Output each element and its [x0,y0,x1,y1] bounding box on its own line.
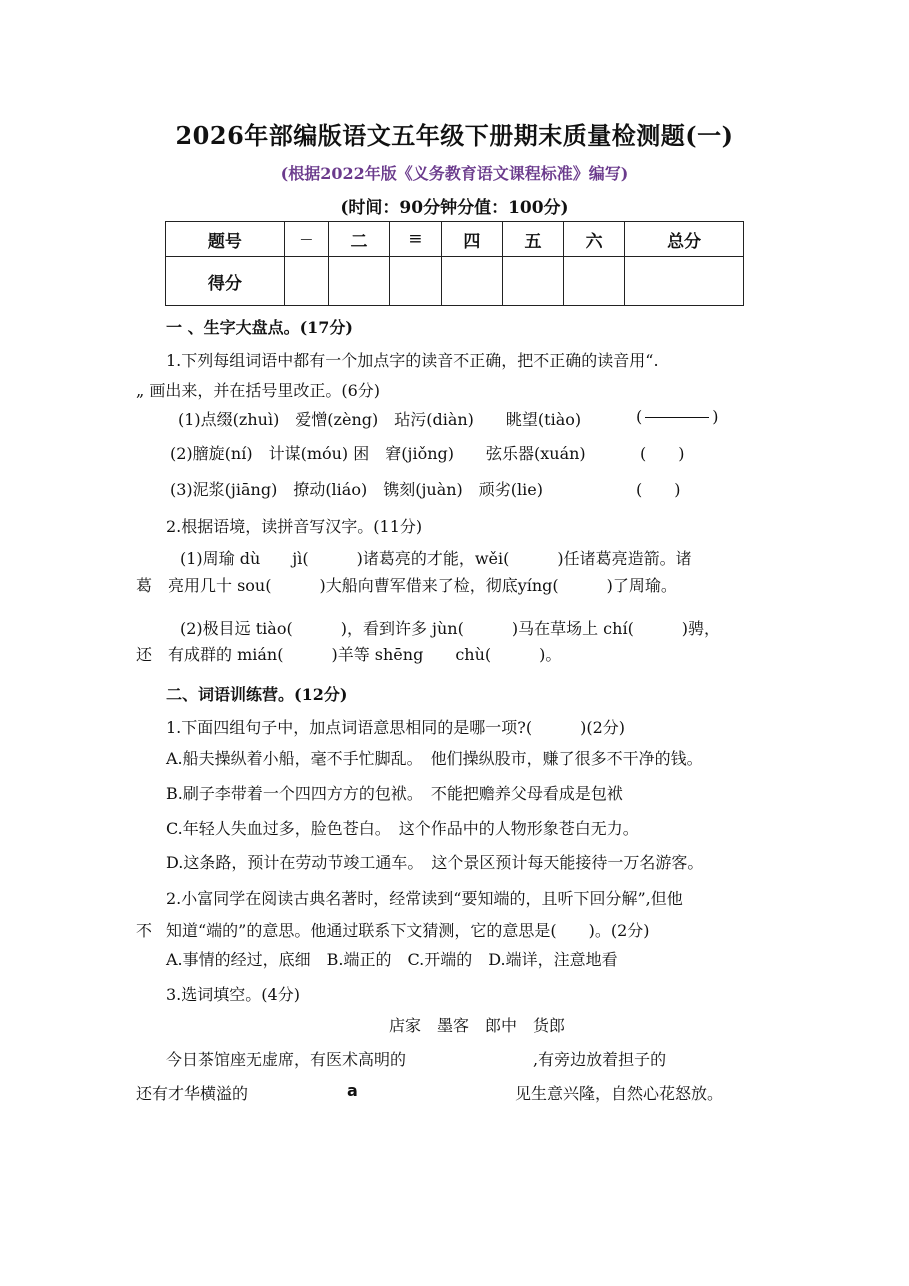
score-table-cell: 二 [328,222,389,257]
score-input-cell[interactable] [441,257,502,306]
answer-blank-3[interactable]: ( ) [636,480,681,499]
score-table-cell: 五 [502,222,563,257]
section1-q2-p2-line2: 还 有成群的 mián( )羊等 shēng chù( )。 [136,645,562,664]
score-row-label: 得分 [166,257,285,306]
fill-line1-part2: ,有旁边放着担子的 [533,1050,667,1069]
section2-heading: 二、词语训练营。(12分) [166,685,348,704]
score-table-cell: 四 [441,222,502,257]
section1-q2-p1-line1: (1)周瑜 dù jì( )诸葛亮的才能，wěi( )任诸葛亮造箭。诸 [180,549,692,568]
time-and-score-info: (时间：90分钟分值：100分) [340,198,569,218]
score-table [165,221,744,306]
section1-q2-p2-line1: (2)极目远 tiào( )，看到许多 jùn( )马在草场上 chí( )骋， [180,619,721,638]
section2-q1-option-a: A.船夫操纵着小船，毫不手忙脚乱。 他们操纵股市，赚了很多不干净的钱。 [166,749,703,768]
exam-title: 2026年部编版语文五年级下册期末质量检测题(一) [175,121,734,150]
score-input-cell[interactable] [564,257,625,306]
score-input-cell[interactable] [502,257,563,306]
item-text: (1)点缀(zhuì) 爱憎(zèng) 玷污(diàn) 眺望(tiào) [178,410,582,429]
fill-line1-part1: 今日茶馆座无虚席，有医术高明的 [166,1050,407,1069]
score-input-cell[interactable] [284,257,328,306]
score-table-cell: 题号 [166,222,285,257]
section1-q1-item2: (2)膪旋(ní) 计谋(móu) 困 窘(jiǒng) 弦乐器(xuán) [170,444,586,463]
score-table-cell: — [284,222,328,257]
exam-subtitle: (根据2022年版《义务教育语文课程标准》编写) [280,164,629,183]
section1-q1-item1 [178,407,581,430]
section2-q1-option-b: B.刷子李带着一个四四方方的包袱。 不能把赡养父母看成是包袱 [166,784,623,803]
section1-q1-item3: (3)泥浆(jiāng) 撩动(liáo) 镌刻(juàn) 顽劣(lie) [170,480,543,499]
word-bank: 店家 墨客 郎中 货郎 [389,1016,566,1035]
section1-q1-line1: 1.下列每组词语中都有一个加点字的读音不正确，把不正确的读音用“. [166,351,659,370]
section2-q1-option-d: D.这条路，预计在劳动节竣工通车。 这个景区预计每天能接待一万名游客。 [166,853,704,872]
bracket-open: ( [636,407,643,426]
fill-line2-mark: a [347,1081,358,1100]
section1-heading: 一 、生字大盘点。(17分) [166,318,353,337]
section2-q2-line1: 2.小富同学在阅读古典名著时，经常读到“要知端的，且听下回分解”,但他 [166,889,683,908]
score-table-cell: 六 [564,222,625,257]
score-input-cell[interactable] [625,257,744,306]
section2-q2-line2: 知道“端的”的意思。他通过联系下文猜测，它的意思是( )。(2分) [166,921,650,940]
section2-q1-question: 1.下面四组句子中，加点词语意思相同的是哪一项?( )(2分) [166,718,625,737]
section2-q2-line2-prefix: 不 [136,921,153,940]
score-table-header-row [166,222,744,257]
section2-q2-choices: A.事情的经过，底细 B.端正的 C.开端的 D.端详，注意地看 [166,950,618,969]
answer-blank-2[interactable]: ( ) [640,444,685,463]
bracket-close: ) [712,407,719,426]
section1-q2-p1-line2: 葛 亮用几十 sou( )大船向曹军借来了检，彻底yíng( )了周瑜。 [136,576,677,595]
answer-blank-1[interactable] [636,407,719,426]
score-table-cell: ≡ [390,222,442,257]
section2-q3-heading: 3.选词填空。(4分) [166,985,300,1004]
answer-underline [645,417,709,418]
section2-q1-option-c: C.年轻人失血过多，脸色苍白。 这个作品中的人物形象苍白无力。 [166,819,639,838]
section1-q1-line2: „ 画出来，并在括号里改正。(6分) [136,381,381,400]
score-table-score-row [166,257,744,306]
score-input-cell[interactable] [390,257,442,306]
fill-line2-part2: 见生意兴隆，自然心花怒放。 [515,1084,724,1103]
section1-q2-heading: 2.根据语境，读拼音写汉字。(11分) [166,517,423,536]
score-input-cell[interactable] [328,257,389,306]
fill-line2-part1: 还有才华横溢的 [136,1084,249,1103]
score-table-cell: 总分 [625,222,744,257]
